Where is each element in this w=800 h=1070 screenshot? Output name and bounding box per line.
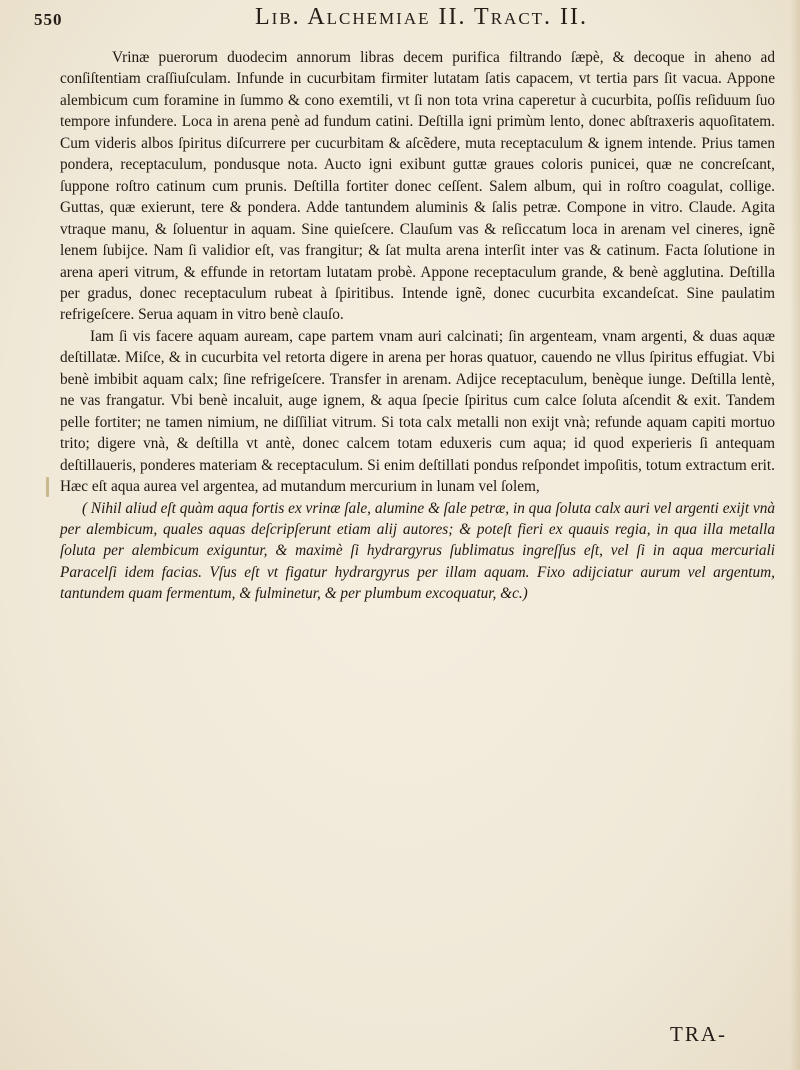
running-head: Lib. Alchemiae II. Tract. II. <box>255 4 589 30</box>
paragraph-recipe-urine: Vrinæ puerorum duodecim annorum libras decem purifica filtrando ſæpè, & decoque in aheno ad conſiſtentiam craſſiuſculam. Infunde in cucurbitam firmiter lutatam ſatis capacem, vt tertia pars ſit vacua. Appone alembicum cum foramine in ſummo & cono exemtili, vt ſi non tota vrina caperetur à cucurbita, poſſis reſiduum ſuo tempore infundere. Loca in arena penè ad fundum catini. Deſtilla igni primùm lento, donec abſtraxeris aquoſitatem. Cum videris albos ſpiritus diſcurrere per cucurbitam & aſcẽdere, muta receptaculum & ignem intende. Prius tamen pondera, receptaculum, pondusque nota. Aucto igni exibunt guttæ graues coloris punicei, quæ ne concreſcant, ſuppone roſtro catinum cum prunis. Deſtilla fortiter donec ceſſent. Salem album, qui in roſtro coagulat, collige. Guttas, quæ exierunt, tere & pondera. Adde tantundem aluminis & ſalis petræ. Compone in vitro. Claude. Agita vtraque manu, & ſoluentur in aquam. Sine quieſcere. Clauſum vas & reſiccatum loca in arenam vel cineres, ignẽ lenem ſubijce. Nam ſi validior eſt, vas frangitur; & ſat multa arena interſit inter vas & catinum. Facta ſolutione in arena aperi vitrum, & effunde in retortam lutatam probè. Appone receptaculum grande, & benè agglutina. Deſtilla per gradus, donec receptaculum rubeat à ſpiritibus. Intende ignẽ, donec cucurbita excandeſcat. Sine paulatim refrigeſcere. Serua aquam in vitro benè clauſo. <box>60 49 775 324</box>
page-edge-shadow <box>790 0 800 1070</box>
page-number: 550 <box>34 10 63 29</box>
text-block <box>60 47 775 605</box>
paragraph-commentary-note: ( Nihil aliud eſt quàm aqua fortis ex vrinæ ſale, alumine & ſale petræ, in qua ſoluta calx auri vel argenti exijt vnà per alembicum, quales aquas deſcripſerunt etiam alij autores; & poteſt fieri ex quauis regia, in qua illa metalla ſoluta per alembicum exiguntur, & maximè ſi hydrargyrus ſublimatus ingreſſus eſt, vel ſi in aqua mercuriali Paracelſi idem facias. Vſus eſt vt figatur hydrargyrus per illam aquam. Fixo adijciatur aurum vel argentum, tantundem quam fermentum, & fulminetur, & per plumbum excoquatur, &c.) <box>60 499 775 603</box>
catchword: TRA- <box>670 1022 727 1046</box>
margin-mark <box>46 477 49 497</box>
paragraph-aqua-aurea: Iam ſi vis facere aquam auream, cape partem vnam auri calcinati; ſin argenteam, vnam argenti, & duas aquæ deſtillatæ. Miſce, & in cucurbita vel retorta digere in arena per horas quatuor, cauendo ne vllus ſpiritus effugiat. Vbi benè imbibit aquam calx; ſine refrigeſcere. Transfer in arenam. Adijce receptaculum, benèque iunge. Deſtilla lentè, ne vas frangatur. Vbi benè incaluit, auge ignem, & aqua ſpecie ſpiritus cum calce ſoluta aſcendit & exit. Tandem pelle fortiter; ne tamen nimium, ne diſſiliat vitrum. Si tota calx metalli non exijt vnà; refunde aquam capiti mortuo trito; digere vnà, & deſtilla vt antè, donec calcem totam eduxeris cum aqua; id quod experieris ſi antequam deſtillaueris, ponderes materiam & receptaculum. Si enim deſtillati pondus reſpondet impoſitis, totum extractum erit. Hæc eſt aqua aurea vel argentea, ad mutandum mercurium in lunam vel ſolem, <box>60 327 775 496</box>
page-header <box>0 0 800 46</box>
